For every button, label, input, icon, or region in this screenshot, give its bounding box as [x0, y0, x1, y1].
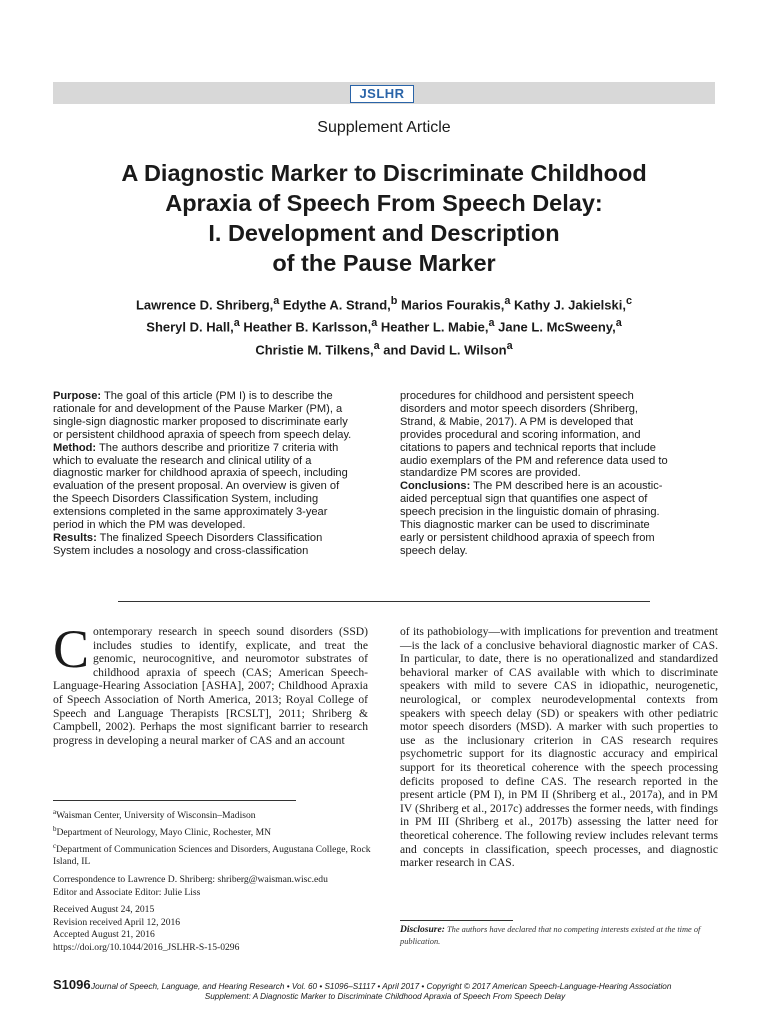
abstract-method: [53, 442, 353, 532]
affiliation-b: [53, 823, 373, 840]
author-name: Edythe A. Strand,: [279, 297, 391, 313]
author-affiliation: a: [273, 295, 280, 307]
abstract-conclusions-label: Conclusions:: [400, 480, 471, 493]
article-title: [40, 158, 728, 278]
abstract-conclusions-text: The PM described here is an acoustic-aided perceptual sign that quantifies one aspect of speech precision in the linguistic domain of phrasing. This diagnostic marker can be used to discriminate early or persistent childhood apraxia of speech from speech delay.: [400, 480, 663, 557]
author-line: [40, 292, 728, 314]
drop-cap: C: [53, 619, 90, 679]
author-name: Marios Fourakis,: [397, 297, 505, 313]
body-paragraph: ontemporary research in speech sound disorders (SSD) includes studies to identify, explicate, and treat the genomic, neurocognitive, and neuromotor substrates of childhood apraxia of speech (CAS; American Speech-Language-Hearing Association [ASHA], 2007; Childhood Apraxia of Speech Association of North America, 2013; Royal College of Speech and Language Therapists [RCSLT], 2011; Shriberg & Campbell, 2002). Perhaps the most significant barrier to research progress in developing a neural marker of CAS and an account: [53, 625, 368, 747]
title-line: I. Development and Description: [208, 220, 560, 246]
author-affiliation: a: [615, 317, 622, 330]
title-line: A Diagnostic Marker to Discriminate Childhood: [121, 160, 647, 186]
abstract-method-text: The authors describe and prioritize 7 criteria with which to evaluate the research and clinical utility of a diagnostic marker for childhood apraxia of speech, including evaluation of the present proposal. An overview is given of the Speech Disorders Classification System, including extensions completed in the same approximately 3-year period in which the PM was developed.: [53, 441, 348, 532]
disclosure-divider: [400, 920, 513, 921]
author-affiliation: a: [371, 317, 378, 330]
abstract-purpose-label: Purpose:: [53, 390, 102, 402]
journal-citation: Journal of Speech, Language, and Hearing Research • Vol. 60 • S1096–S1117 • April 2017 • Copyright © 2017 American Speech-Language-Hearing Association: [91, 982, 672, 991]
page-number: S1096: [53, 977, 91, 992]
body-left-column: [53, 619, 368, 747]
doi-link[interactable]: https://doi.org/10.1044/2016_JSLHR-S-15-0296: [53, 941, 240, 953]
disclosure-label: Disclosure:: [400, 925, 445, 935]
revision-date: Revision received April 12, 2016: [53, 916, 181, 928]
body-paragraph: of its pathobiology—with implications for prevention and treatment—is the lack of a conclusive behavioral diagnostic marker of CAS. In particular, to date, there is no operationalized and standardized behavioral marker of CAS available with which to discriminate speakers with mild to severe CAS in idiopathic, neurogenetic, neurological, or complex neurodevelopmental contexts from speakers with speech delay (SD) or speakers with other pediatric motor speech disorders (MSD). A marker with such properties to use as the inclusionary criterion in CAS research requires psychometric support for its diagnostic accuracy and empirical support for its theoretical coherence with the speech processing deficits proposed to define CAS. The research reported in the present article (PM I), in PM II (Shriberg et al., 2017a), and in PM IV (Shriberg et al., 2017c) addresses the former needs, with findings in PM III (Shriberg et al., 2017b) assessing the latter need for theoretical coherence. The following review includes relevant terms and concepts in classification, speech processes, and diagnostic marker research in CAS.: [400, 625, 718, 870]
affiliation-marker: c: [53, 841, 57, 850]
author-affiliation: b: [390, 295, 398, 307]
author-name: Kathy J. Jakielski,: [510, 297, 626, 313]
abstract-conclusions: [400, 480, 668, 557]
article-type: Supplement Article: [317, 119, 451, 136]
disclosure-text: The authors have declared that no competing interests existed at the time of publication.: [400, 925, 701, 946]
body-right-column: [400, 625, 718, 870]
abstract-right-column: [400, 390, 668, 558]
title-line: Apraxia of Speech From Speech Delay:: [165, 190, 603, 216]
author-affiliation: a: [506, 339, 513, 352]
abstract-left-column: [53, 390, 353, 558]
footnote-divider: [53, 800, 296, 801]
affiliation-text: Waisman Center, University of Wisconsin–Madison: [56, 810, 256, 822]
author-affiliation: c: [625, 295, 632, 307]
affiliation-a: [53, 806, 373, 823]
running-title: Supplement: A Diagnostic Marker to Discriminate Childhood Apraxia of Speech From Speech Delay: [204, 992, 566, 1001]
affiliation-marker: a: [53, 808, 57, 816]
author-list: [40, 292, 728, 359]
abstract-purpose: [53, 390, 353, 442]
affiliation-text: Department of Communication Sciences and Disorders, Augustana College, Rock Island, IL: [53, 843, 371, 868]
abstract-purpose-text: The goal of this article (PM I) is to describe the rationale for and development of the Pause Marker (PM), a single-sign diagnostic marker proposed to discriminate early or persistent childhood apraxia of speech from speech delay.: [53, 390, 352, 441]
abstract-results-continued: procedures for childhood and persistent speech disorders and motor speech disorders (Shriberg, Strand, & Mabie, 2017). A PM is developed that provides procedural and scoring information, and citations to papers and technical reports that include audio exemplars of the PM and reference data used to standardize PM scores are provided.: [400, 390, 668, 480]
affiliation-marker: b: [53, 824, 57, 833]
abstract-method-label: Method:: [53, 441, 97, 454]
author-name: Heather B. Karlsson,: [239, 319, 372, 335]
received-date: Received August 24, 2015: [53, 904, 155, 916]
journal-badge: JSLHR: [350, 85, 414, 103]
author-affiliation: a: [373, 339, 380, 352]
author-name: and David L. Wilson: [379, 341, 507, 357]
disclosure: [400, 924, 718, 947]
abstract-divider: [118, 601, 650, 602]
accepted-date: Accepted August 21, 2016: [53, 929, 155, 941]
abstract-results: [53, 532, 353, 558]
title-line: of the Pause Marker: [272, 250, 496, 276]
author-line: [40, 337, 728, 359]
author-line: [40, 314, 728, 336]
author-name: Heather L. Mabie,: [377, 319, 489, 335]
affiliation-text: Department of Neurology, Mayo Clinic, Rochester, MN: [56, 826, 272, 838]
author-affiliation: a: [504, 295, 511, 307]
editor-line: Editor and Associate Editor: Julie Liss: [53, 886, 201, 898]
author-affiliation: a: [488, 317, 495, 330]
abstract-results-text: The finalized Speech Disorders Classification System includes a nosology and cross-classification: [53, 531, 323, 557]
abstract-results-label: Results:: [53, 531, 97, 544]
correspondence: Correspondence to Lawrence D. Shriberg: shriberg@waisman.wisc.edu: [53, 873, 328, 885]
author-name: Christie M. Tilkens,: [255, 341, 374, 357]
author-name: Jane L. McSweeny,: [494, 319, 616, 335]
affiliation-c: [53, 840, 373, 869]
footnotes: [53, 806, 373, 955]
author-affiliation: a: [233, 317, 240, 330]
author-name: Lawrence D. Shriberg,: [135, 297, 274, 313]
author-name: Sheryl D. Hall,: [146, 319, 234, 335]
